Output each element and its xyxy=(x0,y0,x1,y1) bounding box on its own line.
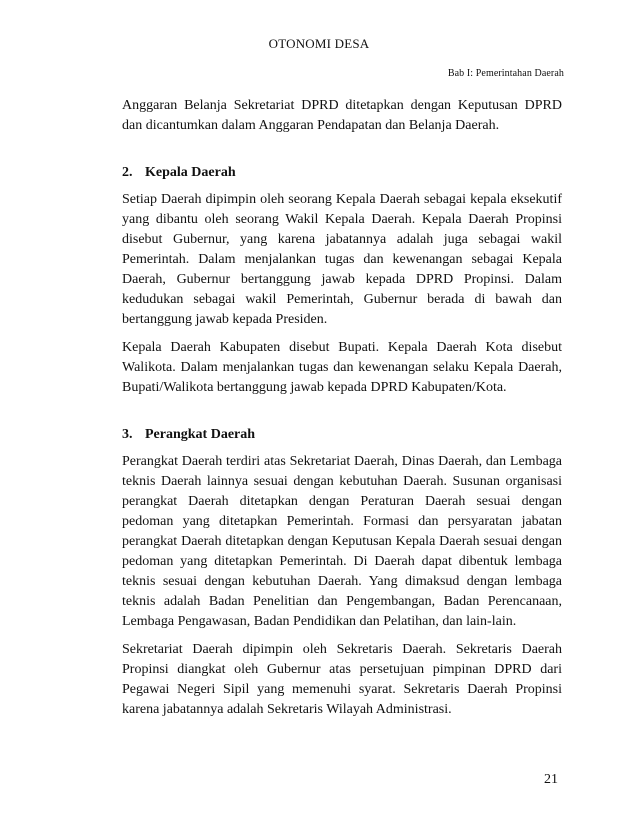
section-heading xyxy=(122,163,562,183)
paragraph: Kepala Daerah Kabupaten disebut Bupati. Kepala Daerah Kota disebut Walikota. Dalam menjalankan tugas dan kewenangan selaku Kepala Daerah, Bupati/Walikota bertanggung jawab kepada DPRD Kabupaten/Kota. xyxy=(122,340,562,395)
section-title: Perangkat Daerah xyxy=(145,427,256,442)
paragraph: Setiap Daerah dipimpin oleh seorang Kepala Daerah sebagai kepala eksekutif yang dibantu oleh seorang Wakil Kepala Daerah. Kepala Daerah Propinsi disebut Gubernur, yang karena jabatannya adalah juga sebagai wakil Pemerintah. Dalam menjalankan tugas dan kewenangan sebagai Kepala Daerah, Gubernur bertanggung jawab kepada DPRD Propinsi. Dalam kedudukan sebagai wakil Pemerintah, Gubernur berada di bawah dan bertanggung jawab kepada Presiden. xyxy=(122,192,562,327)
section-kepala-daerah xyxy=(122,163,562,398)
running-header-title: OTONOMI DESA xyxy=(268,36,370,51)
paragraph: Perangkat Daerah terdiri atas Sekretariat Daerah, Dinas Daerah, dan Lembaga teknis Daerah lainnya sesuai dengan kebutuhan Daerah. Susunan organisasi perangkat Daerah ditetapkan dengan Peraturan Daerah sesuai dengan pedoman yang ditetapkan Pemerintah. Formasi dan persyaratan jabatan perangkat Daerah ditetapkan dengan Keputusan Kepala Daerah sesuai dengan pedoman yang ditetapkan Pemerintah. Di Daerah dapat dibentuk lembaga teknis sesuai dengan kebutuhan Daerah. Yang dimaksud dengan lembaga teknis adalah Badan Penelitian dan Pengembangan, Badan Perencanaan, Lembaga Pengawasan, Badan Pendidikan dan Pelatihan, dan lain-lain. xyxy=(122,454,562,629)
section-heading xyxy=(122,425,562,445)
section-perangkat-daerah xyxy=(122,425,562,720)
page-number: 21 xyxy=(544,772,558,787)
section-title: Kepala Daerah xyxy=(145,165,236,180)
intro-paragraph: Anggaran Belanja Sekretariat DPRD ditetapkan dengan Keputusan DPRD dan dicantumkan dalam Anggaran Pendapatan dan Belanja Daerah. xyxy=(122,98,562,133)
paragraph: Sekretariat Daerah dipimpin oleh Sekretaris Daerah. Sekretaris Daerah Propinsi diangkat oleh Gubernur atas persetujuan pimpinan DPRD dari Pegawai Negeri Sipil yang memenuhi syarat. Sekretaris Daerah Propinsi karena jabatannya adalah Sekretaris Wilayah Administrasi. xyxy=(122,642,562,717)
page-body xyxy=(122,96,562,720)
running-header-chapter: Bab I: Pemerintahan Daerah xyxy=(447,68,564,79)
section-number: 3. xyxy=(122,427,133,442)
section-number: 2. xyxy=(122,165,133,180)
